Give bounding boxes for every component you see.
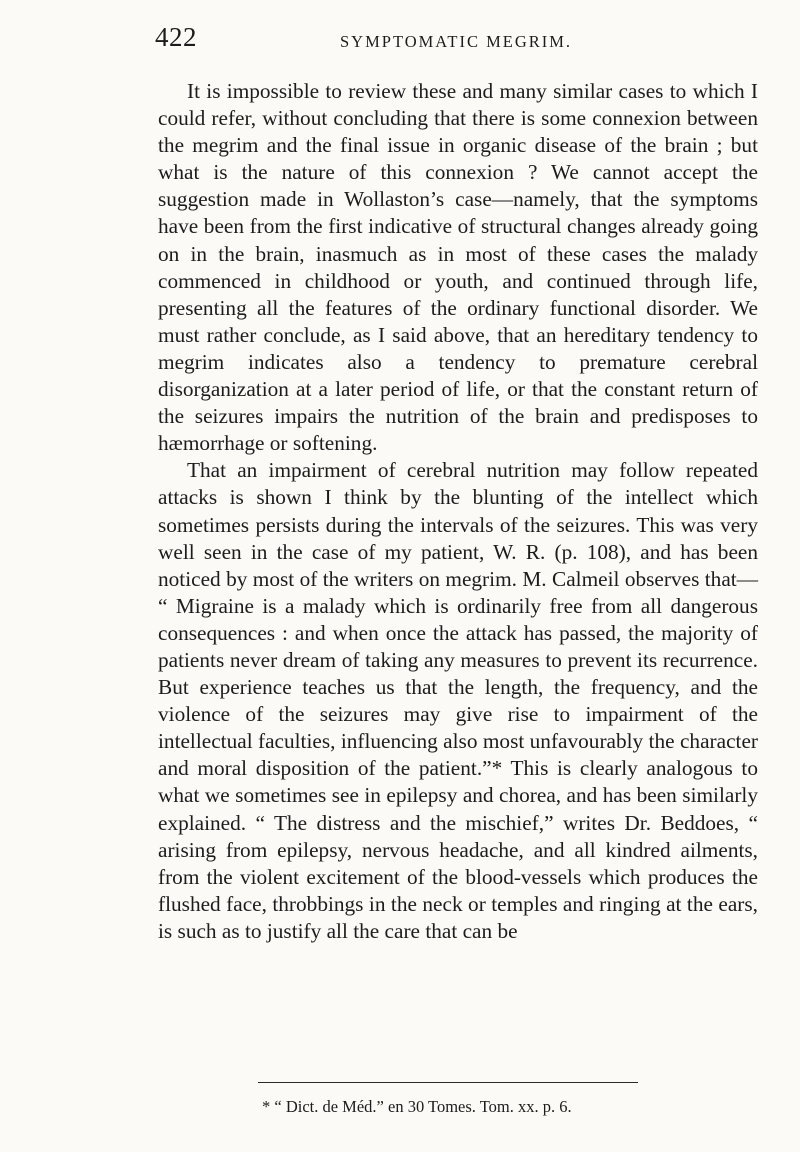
footnote-rule (258, 1082, 638, 1083)
body-text (158, 78, 758, 945)
page-header (155, 22, 755, 62)
footnote: * “ Dict. de Méd.” en 30 Tomes. Tom. xx. p. 6. (262, 1097, 572, 1116)
running-title: SYMPTOMATIC MEGRIM. (340, 32, 573, 51)
paragraph-2: That an impairment of cerebral nutrition may follow repeated attacks is shown I think by the blunting of the intellect which sometimes persists during the intervals of the seizures. This was very well seen in the case of my patient, W. R. (p. 108), and has been noticed by most of the writers on megrim. M. Calmeil observes that— “ Migraine is a malady which is ordinarily free from all dangerous consequences : and when once the attack has passed, the majority of patients never dream of taking any measures to prevent its recurrence. But experience teaches us that the length, the frequency, and the violence of the seizures may give rise to impairment of the intellectual faculties, influencing also most unfavourably the character and moral disposition of the patient.”* This is clearly analogous to what we sometimes see in epilepsy and chorea, and has been similarly explained. “ The distress and the mischief,” writes Dr. Beddoes, “ arising from epilepsy, nervous headache, and all kindred ailments, from the violent excitement of the blood-vessels which produces the flushed face, throbbings in the neck or temples and ringing at the ears, is such as to justify all the care that can be (158, 458, 758, 943)
page-number: 422 (155, 22, 197, 52)
paragraph-1: It is impossible to review these and many similar cases to which I could refer, without concluding that there is some connexion between the megrim and the final issue in organic disease of the brain ; but what is the nature of this connexion ? We cannot accept the suggestion made in Wollaston’s case—namely, that the symptoms have been from the first indicative of structural changes already going on in the brain, inasmuch as in most of these cases the malady commenced in childhood or youth, and continued through life, presenting all the features of the ordinary functional disorder. We must rather conclude, as I said above, that an hereditary tendency to megrim indicates also a tendency to premature cerebral disorganization at a later period of life, or that the constant return of the seizures impairs the nutrition of the brain and predisposes to hæmorrhage or softening. (158, 79, 758, 456)
